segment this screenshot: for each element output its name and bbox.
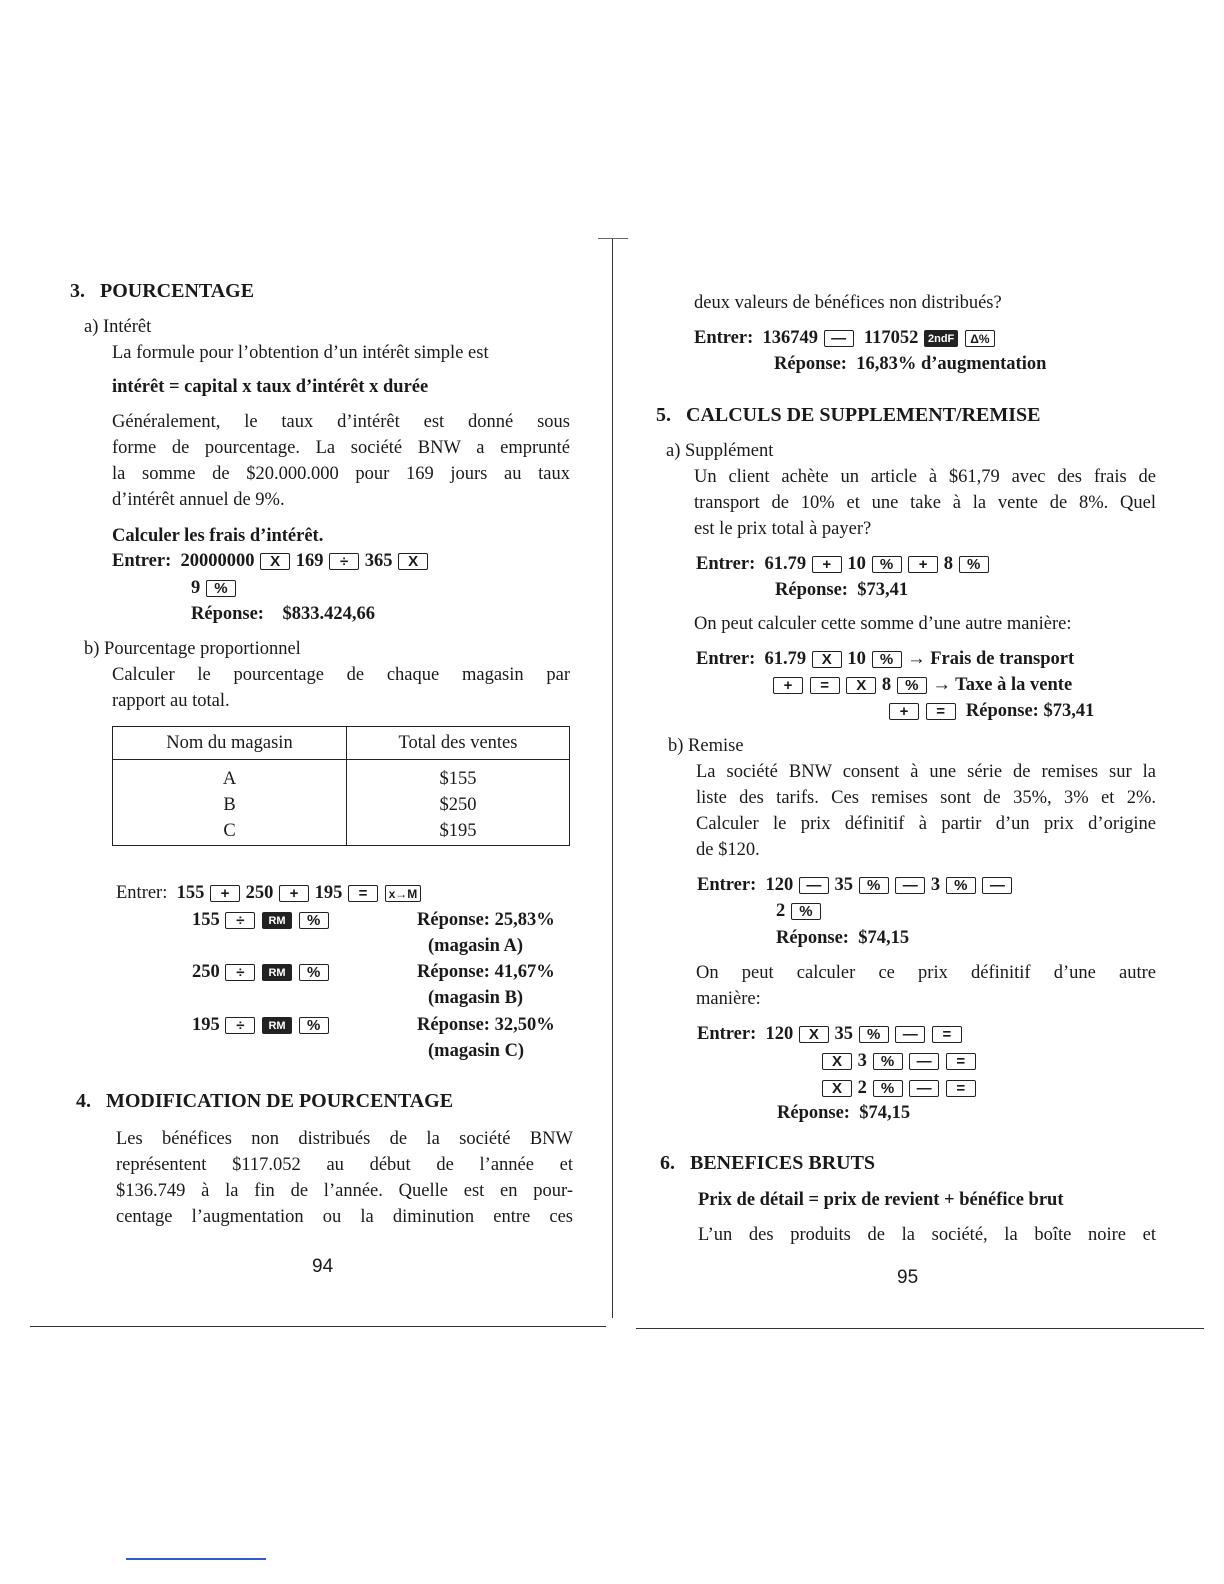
table-header-row (113, 727, 570, 760)
section-5-heading (656, 404, 1041, 427)
reponse-label: Réponse: (191, 604, 264, 624)
store-sales: $155 (439, 769, 477, 789)
times-key: X (260, 553, 290, 570)
rb-line-4: de $120. (696, 840, 760, 860)
times-key: X (846, 677, 876, 694)
entrer-label: Entrer: (697, 875, 757, 895)
percent-key: % (873, 1080, 903, 1097)
right-bottom-rule (636, 1328, 1204, 1329)
percent-key: % (873, 1053, 903, 1070)
calc-title: Calculer les frais d’intérêt. (112, 526, 324, 546)
section-number: 5. (656, 404, 671, 426)
section-number: 3. (70, 280, 85, 302)
table-header: Total des ventes (347, 727, 570, 760)
table-cell-sales (347, 760, 570, 846)
a-line-2: transport de 10% et une take à la vente de 8%. Quel (694, 493, 1156, 513)
example-4-answer (775, 577, 908, 603)
entry-number: 8 (943, 554, 953, 574)
entry-number: 155 (192, 910, 220, 930)
divider-tick (598, 238, 628, 239)
reponse-label: Réponse: (774, 354, 847, 374)
subsection-title: Remise (688, 736, 744, 756)
percent-key: % (791, 903, 821, 920)
table-header: Nom du magasin (113, 727, 347, 760)
s4-line-2: représentent $117.052 au début de l’année et (116, 1155, 573, 1175)
entry-number: 195 (192, 1015, 220, 1035)
example-1-answer (191, 601, 375, 627)
subsection-title: Intérêt (103, 317, 152, 337)
gross-profit-formula: Prix de détail = prix de revient + bénéfice brut (698, 1190, 1064, 1210)
rm-key: RM (262, 964, 292, 981)
percent-key: % (872, 556, 902, 573)
rm-key: RM (262, 912, 292, 929)
divide-key: ÷ (329, 553, 359, 570)
example-6-line-1 (697, 872, 1013, 898)
times-key: X (822, 1053, 852, 1070)
subsection-title: Supplément (685, 441, 774, 461)
answer-value: $73,41 (857, 580, 909, 600)
b-line-1: Calculer le pourcentage de chaque magasin par (112, 665, 570, 685)
section-4-heading (76, 1090, 453, 1113)
example-2-row-b (192, 959, 330, 985)
entry-number: 365 (364, 551, 393, 571)
annotation: → Taxe à la vente (932, 675, 1073, 695)
example-5-line-1 (696, 646, 1074, 672)
s4-line-1: Les bénéfices non distribués de la société BNW (116, 1129, 573, 1149)
entry-number: 61.79 (764, 649, 807, 669)
entry-number: 20000000 (180, 551, 255, 571)
entrer-label: Entrer: (694, 328, 754, 348)
equals-key: = (946, 1053, 976, 1070)
entry-number: 10 (847, 649, 866, 669)
entry-number: 117052 (863, 328, 919, 348)
percent-key: % (299, 912, 329, 929)
rm-key: RM (262, 1017, 292, 1034)
plus-key: + (812, 556, 842, 573)
section-title: MODIFICATION DE POURCENTAGE (106, 1090, 454, 1112)
a-line-1: Un client achète un article à $61,79 avec des frais de (694, 467, 1156, 487)
store-sales: $250 (439, 795, 477, 815)
entry-number: 3 (930, 875, 941, 895)
para1-line-4: d’intérêt annuel de 9%. (112, 490, 285, 510)
percent-key: % (959, 556, 989, 573)
left-bottom-rule (30, 1326, 606, 1327)
entry-number: 61.79 (764, 554, 807, 574)
example-3-answer (774, 351, 1046, 377)
entry-number: 155 (176, 883, 205, 903)
example-7-answer (777, 1100, 910, 1126)
percent-key: % (299, 1017, 329, 1034)
x-to-m-key: x→M (385, 885, 422, 902)
para1-line-3: la somme de $20.000.000 pour 169 jours au taux (112, 464, 570, 484)
plus-key: + (279, 885, 309, 902)
subsection-label: a) (666, 441, 681, 461)
equals-key: = (932, 1026, 962, 1043)
percent-key: % (946, 877, 976, 894)
para1-line-2: forme de pourcentage. La société BNW a emprunté (112, 438, 570, 458)
reponse-label: Réponse: (775, 580, 848, 600)
equals-key: = (348, 885, 378, 902)
store-sales: $195 (439, 821, 477, 841)
alternative-2-line-2: manière: (696, 989, 761, 1009)
para1-line-1: Généralement, le taux d’intérêt est donné sous (112, 412, 570, 432)
section-6-heading (660, 1152, 875, 1175)
table-cell-stores (113, 760, 347, 846)
example-2-line-1 (116, 880, 422, 906)
entry-number: 250 (245, 883, 274, 903)
s4-line-4: centage l’augmentation ou la diminution entre ces (116, 1207, 573, 1227)
example-7-line-3 (821, 1075, 977, 1101)
store-a-label: (magasin A) (428, 936, 524, 956)
section-title: BENEFICES BRUTS (690, 1152, 876, 1174)
equals-key: = (810, 677, 840, 694)
interest-intro: La formule pour l’obtention d’un intérêt simple est (112, 343, 489, 363)
example-1-line-1 (112, 548, 429, 574)
entry-number: 10 (847, 554, 866, 574)
entry-number: 120 (765, 875, 794, 895)
b-line-2: rapport au total. (112, 691, 230, 711)
plus-key: + (210, 885, 240, 902)
divide-key: ÷ (225, 964, 255, 981)
plus-key: + (773, 677, 803, 694)
times-key: X (812, 651, 842, 668)
entry-number: 2 (857, 1078, 867, 1098)
example-2-row-a (192, 907, 330, 933)
times-key: X (822, 1080, 852, 1097)
equals-key: = (926, 703, 956, 720)
subsection-b-heading-right (668, 733, 744, 759)
s4-line-3: $136.749 à la fin de l’année. Quelle est en pour- (116, 1181, 573, 1201)
example-1-line-2 (191, 575, 237, 601)
percent-key: % (299, 964, 329, 981)
times-key: X (398, 553, 428, 570)
entry-number: 9 (191, 578, 201, 598)
rb-line-3: Calculer le prix définitif à partir d’un prix d’origine (696, 814, 1156, 834)
section-title: POURCENTAGE (100, 280, 255, 302)
a-line-3: est le prix total à payer? (694, 519, 872, 539)
store-name: B (223, 795, 236, 815)
example-5-line-3 (888, 698, 1094, 724)
entry-number: 169 (295, 551, 324, 571)
example-3-line-1 (694, 325, 996, 351)
entrer-label: Entrer: (697, 1024, 757, 1044)
example-7-line-1 (697, 1021, 963, 1047)
minus-key: — (909, 1080, 939, 1097)
percent-key: % (859, 1026, 889, 1043)
entry-number: 120 (765, 1024, 794, 1044)
reponse-label: Réponse: (777, 1103, 850, 1123)
example-6-answer (776, 925, 909, 951)
table-row (113, 760, 570, 846)
minus-key: — (824, 330, 854, 347)
minus-key: — (909, 1053, 939, 1070)
delta-percent-key: Δ% (965, 330, 995, 347)
percent-key: % (859, 877, 889, 894)
example-4-line-1 (696, 551, 990, 577)
entrer-label: Entrer: (696, 554, 756, 574)
example-2-row-c (192, 1012, 330, 1038)
blue-underline (126, 1558, 266, 1560)
example-5-line-2 (772, 672, 1072, 698)
entrer-label: Entrer: (696, 649, 756, 669)
store-sales-table (112, 726, 570, 846)
page-number-left: 94 (312, 1256, 334, 1277)
continued-line: deux valeurs de bénéfices non distribués? (694, 293, 1002, 313)
percent-key: % (872, 651, 902, 668)
answer-value: Réponse: $73,41 (965, 701, 1095, 721)
subsection-label: b) (84, 639, 100, 659)
divide-key: ÷ (225, 1017, 255, 1034)
rb-line-2: liste des tarifs. Ces remises sont de 35%, 3% et 2%. (696, 788, 1156, 808)
minus-key: — (982, 877, 1012, 894)
answer-value: 16,83% d’augmentation (856, 354, 1047, 374)
section-title: CALCULS DE SUPPLEMENT/REMISE (686, 404, 1041, 426)
answer-value: $74,15 (859, 1103, 911, 1123)
minus-key: — (895, 1026, 925, 1043)
entry-number: 195 (314, 883, 343, 903)
section-number: 4. (76, 1090, 91, 1112)
store-c-label: (magasin C) (428, 1041, 525, 1061)
alternative-1: On peut calculer cette somme d’une autre manière: (694, 614, 1072, 634)
percent-key: % (206, 580, 236, 597)
example-7-line-2 (821, 1048, 977, 1074)
answer-value: $833.424,66 (282, 604, 375, 624)
store-name: C (223, 821, 236, 841)
subsection-label: b) (668, 736, 684, 756)
interest-formula: intérêt = capital x taux d’intérêt x durée (112, 377, 429, 397)
section-number: 6. (660, 1152, 675, 1174)
entrer-label: Entrer: (112, 551, 172, 571)
store-b-label: (magasin B) (428, 988, 524, 1008)
equals-key: = (946, 1080, 976, 1097)
store-name: A (222, 769, 237, 789)
annotation: → Frais de transport (907, 649, 1075, 669)
entry-number: 250 (192, 962, 220, 982)
entry-number: 2 (776, 901, 786, 921)
entry-number: 35 (834, 1024, 853, 1044)
subsection-a-heading-right (666, 438, 773, 464)
plus-key: + (908, 556, 938, 573)
divide-key: ÷ (225, 912, 255, 929)
percent-key: % (897, 677, 927, 694)
example-6-line-2 (776, 898, 822, 924)
minus-key: — (895, 877, 925, 894)
answer-value: $74,15 (858, 928, 910, 948)
answer-a: Réponse: 25,83% (417, 910, 555, 930)
s6-line-1: L’un des produits de la société, la boîte noire et (698, 1225, 1156, 1245)
subsection-title: Pourcentage proportionnel (104, 639, 301, 659)
second-function-key: 2ndF (924, 330, 958, 347)
entrer-label: Entrer: (116, 883, 168, 903)
subsection-b-heading (84, 636, 301, 662)
alternative-2-line-1: On peut calculer ce prix définitif d’une autre (696, 963, 1156, 983)
reponse-label: Réponse: (776, 928, 849, 948)
times-key: X (799, 1026, 829, 1043)
answer-b: Réponse: 41,67% (417, 962, 555, 982)
entry-number: 8 (881, 675, 892, 695)
page-number-right: 95 (897, 1267, 919, 1288)
minus-key: — (799, 877, 829, 894)
page-divider (612, 238, 613, 1318)
entry-number: 136749 (762, 328, 818, 348)
rb-line-1: La société BNW consent à une série de remises sur la (696, 762, 1156, 782)
entry-number: 35 (834, 875, 853, 895)
plus-key: + (889, 703, 919, 720)
section-3-heading (70, 280, 254, 303)
entry-number: 3 (857, 1051, 867, 1071)
subsection-label: a) (84, 317, 99, 337)
subsection-a-heading (84, 314, 151, 340)
answer-c: Réponse: 32,50% (417, 1015, 555, 1035)
